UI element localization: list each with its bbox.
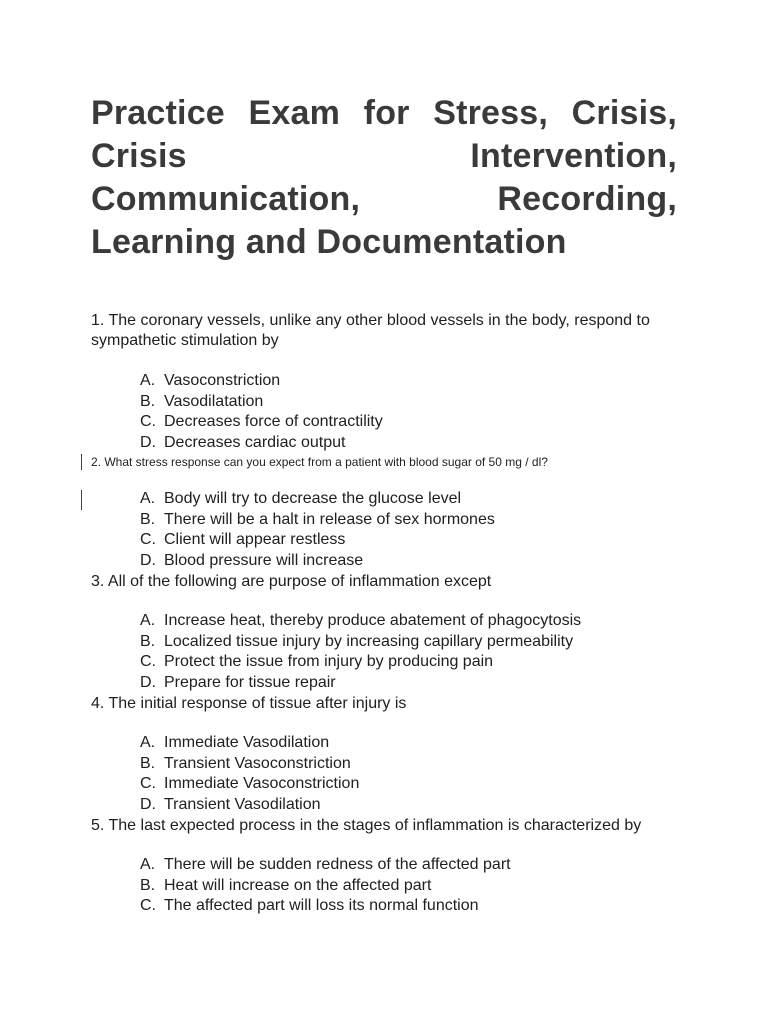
option-1a [140, 371, 383, 392]
option-1d [140, 433, 383, 454]
question-5-text: 5. The last expected process in the stages of inflammation is characterized by [91, 817, 642, 834]
option-2a [140, 489, 495, 510]
option-letter: B. [140, 510, 156, 528]
option-5c [140, 896, 511, 917]
option-2c [140, 530, 495, 551]
option-text: The affected part will loss its normal function [164, 897, 479, 914]
question-1-options [140, 371, 383, 453]
option-5a [140, 855, 511, 876]
option-text: Blood pressure will increase [164, 551, 364, 569]
option-text: Transient Vasoconstriction [164, 754, 351, 772]
option-2b [140, 510, 495, 531]
option-text: Decreases cardiac output [164, 433, 346, 451]
option-letter: C. [140, 775, 156, 792]
option-text: Vasoconstriction [164, 372, 281, 389]
document-title: Practice Exam for Stress, Crisis, Crisis Intervention, Communication, Recording, Learning and Documentation [91, 94, 677, 261]
option-text: Immediate Vasodilation [164, 734, 330, 751]
option-letter: A. [140, 856, 156, 873]
option-letter: B. [140, 876, 156, 894]
option-text: Increase heat, thereby produce abatement of phagocytosis [164, 612, 582, 629]
option-2d [140, 551, 495, 572]
question-2-options [140, 489, 495, 571]
option-letter: C. [140, 413, 156, 430]
option-letter: B. [140, 632, 156, 650]
option-letter: A. [140, 372, 156, 389]
option-3a [140, 611, 581, 632]
option-letter: A. [140, 490, 156, 507]
option-text: Immediate Vasoconstriction [164, 775, 360, 792]
option-letter: D. [140, 433, 156, 451]
option-1b [140, 392, 383, 413]
option-4d [140, 795, 359, 816]
question-3-text: 3. All of the following are purpose of inflammation except [91, 573, 492, 590]
option-4b [140, 754, 359, 775]
option-letter: B. [140, 392, 156, 410]
option-5b [140, 876, 511, 897]
option-text: Decreases force of contractility [164, 413, 383, 430]
option-text: Body will try to decrease the glucose level [164, 490, 462, 507]
question-4-text: 4. The initial response of tissue after injury is [91, 695, 407, 712]
option-4a [140, 733, 359, 754]
option-letter: D. [140, 795, 156, 813]
question-3-options [140, 611, 581, 693]
option-text: Client will appear restless [164, 531, 346, 548]
option-text: Heat will increase on the affected part [164, 876, 432, 894]
option-letter: C. [140, 897, 156, 914]
option-text: Protect the issue from injury by producing pain [164, 653, 494, 670]
option-text: Transient Vasodilation [164, 795, 321, 813]
option-3d [140, 673, 581, 694]
question-2-text: 2. What stress response can you expect from a patient with blood sugar of 50 mg / dl? [91, 455, 548, 469]
option-letter: A. [140, 612, 156, 629]
option-letter: C. [140, 653, 156, 670]
option-text: There will be sudden redness of the affected part [164, 856, 511, 873]
question-1-text: 1. The coronary vessels, unlike any other blood vessels in the body, respond to sympathetic stimulation by [91, 312, 650, 349]
question-4-options [140, 733, 359, 815]
option-4c [140, 774, 359, 795]
option-letter: C. [140, 531, 156, 548]
option-text: There will be a halt in release of sex hormones [164, 510, 495, 528]
option-text: Vasodilatation [164, 392, 264, 410]
option-3c [140, 652, 581, 673]
option-3b [140, 632, 581, 653]
option-letter: D. [140, 673, 156, 691]
option-letter: D. [140, 551, 156, 569]
question-5-options [140, 855, 511, 917]
option-letter: A. [140, 734, 156, 751]
option-text: Prepare for tissue repair [164, 673, 336, 691]
option-text: Localized tissue injury by increasing capillary permeability [164, 632, 574, 650]
text-cursor-mark [81, 490, 82, 510]
option-letter: B. [140, 754, 156, 772]
text-cursor-mark [81, 454, 82, 470]
option-1c [140, 412, 383, 433]
